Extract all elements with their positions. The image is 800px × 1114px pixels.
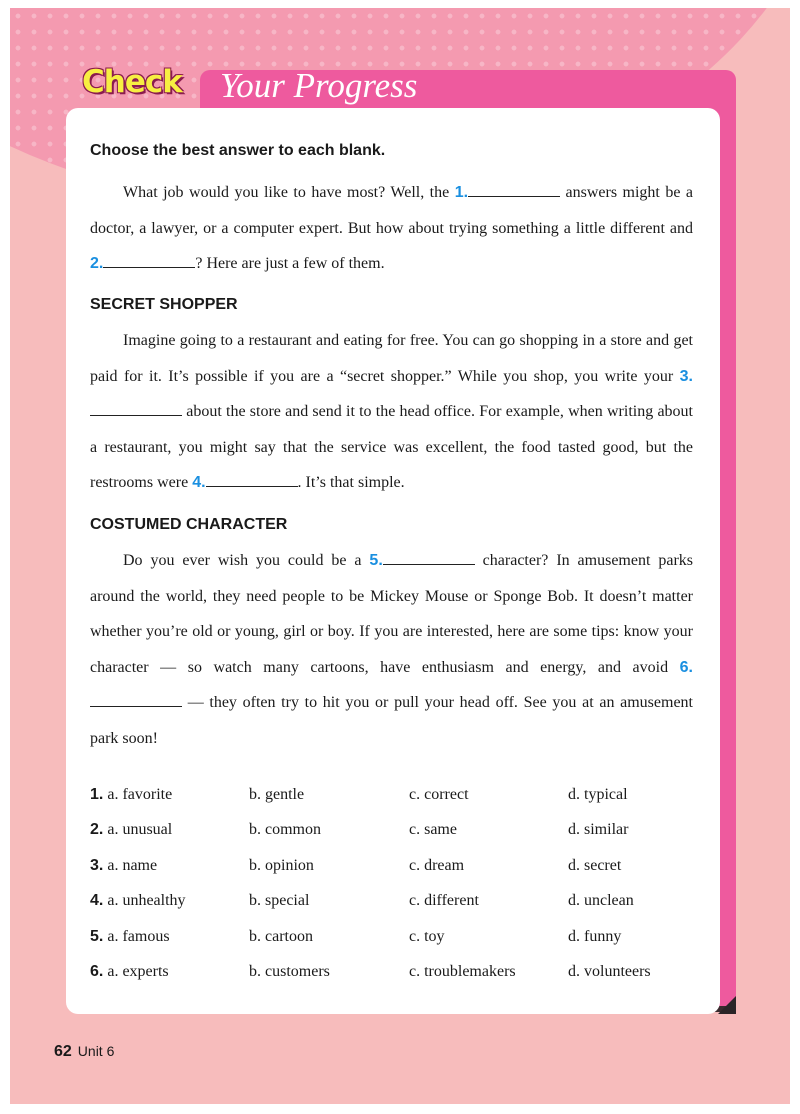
option-d[interactable]: d. secret (568, 856, 622, 874)
title-check: Check (82, 64, 182, 100)
option-c[interactable]: c. troublemakers (409, 962, 516, 980)
page-footer (54, 1043, 114, 1061)
question-number: 5. (90, 927, 104, 945)
option-d[interactable]: d. similar (568, 821, 629, 839)
option-b[interactable]: b. special (249, 892, 310, 910)
option-a[interactable]: a. unhealthy (107, 892, 186, 910)
costumed-character-paragraph: Do you ever wish you could be a 5. character? In amusement parks around the world, they need people to be Mickey Mouse or Sponge Bob. It doesn’t matter whether you’re old or young, girl or boy. If you are interested, here are some tips: know your character — so watch many cartoons, have enthusiasm and energy, and avoid 6. — they often try to hit you or pull your head off. See you at an amusement park soon! (90, 552, 694, 747)
choice-row-6 (90, 963, 710, 998)
option-d[interactable]: d. funny (568, 927, 622, 945)
option-c[interactable]: c. same (409, 821, 457, 839)
option-d[interactable]: d. volunteers (568, 962, 651, 980)
option-d[interactable]: d. unclean (568, 892, 634, 910)
blank-6 (90, 694, 182, 707)
option-c[interactable]: c. different (409, 892, 479, 910)
blank-number-2: 2. (90, 255, 104, 272)
choice-row-2 (90, 821, 710, 856)
option-a[interactable]: a. name (107, 856, 158, 874)
option-b[interactable]: b. common (249, 821, 321, 839)
intro-paragraph: What job would you like to have most? Well, the 1. answers might be a doctor, a lawyer, or a computer expert. But how about trying something a little different and 2. ? Here are just a few of them. (90, 184, 693, 272)
page-number: 62 (54, 1043, 72, 1060)
option-a[interactable]: a. unusual (107, 821, 173, 839)
blank-5 (383, 552, 475, 565)
choice-row-1 (90, 786, 710, 821)
blank-number-1: 1. (454, 184, 469, 201)
blank-3 (90, 403, 182, 416)
question-number: 2. (90, 821, 104, 839)
blank-number-4: 4. (192, 474, 206, 491)
heading-secret-shopper: SECRET SHOPPER (90, 296, 238, 313)
option-c[interactable]: c. toy (409, 927, 445, 945)
heading-costumed-character: COSTUMED CHARACTER (90, 516, 288, 533)
option-a[interactable]: a. experts (107, 962, 169, 980)
option-a[interactable]: a. favorite (107, 786, 173, 803)
option-b[interactable]: b. opinion (249, 856, 314, 874)
secret-shopper-paragraph: Imagine going to a restaurant and eating for free. You can go shopping in a store and get paid for it. It’s possible if you are a “secret shopper.” While you shop, you write your 3. about the store and send it to the head office. For example, when writing about a restaurant, you might say that the service was excellent, the food tasted good, but the restrooms were 4. . It’s that simple. (90, 332, 693, 491)
option-c[interactable]: c. dream (409, 856, 465, 874)
blank-number-3: 3. (679, 367, 693, 385)
option-b[interactable]: b. gentle (249, 786, 305, 803)
blank-2 (103, 255, 195, 268)
page-corner-fold (718, 996, 736, 1014)
option-a[interactable]: a. famous (107, 927, 170, 945)
question-number: 4. (90, 892, 104, 910)
instruction: Choose the best answer to each blank. (90, 142, 386, 159)
question-number: 3. (90, 856, 104, 874)
option-c[interactable]: c. correct (409, 786, 469, 803)
option-b[interactable]: b. cartoon (249, 927, 313, 945)
question-number: 1. (90, 786, 104, 803)
question-number: 6. (90, 962, 104, 980)
choice-row-5 (90, 928, 710, 963)
choice-row-4 (90, 892, 710, 927)
blank-number-5: 5. (369, 552, 383, 569)
blank-4 (206, 474, 298, 487)
blank-1 (468, 184, 560, 197)
title-your-progress: Your Progress (220, 66, 418, 105)
unit-label: Unit 6 (77, 1043, 115, 1059)
option-d[interactable]: d. typical (568, 786, 628, 803)
blank-number-6: 6. (679, 658, 693, 676)
answer-choices (90, 786, 710, 998)
choice-row-3 (90, 857, 710, 892)
option-b[interactable]: b. customers (249, 962, 330, 980)
